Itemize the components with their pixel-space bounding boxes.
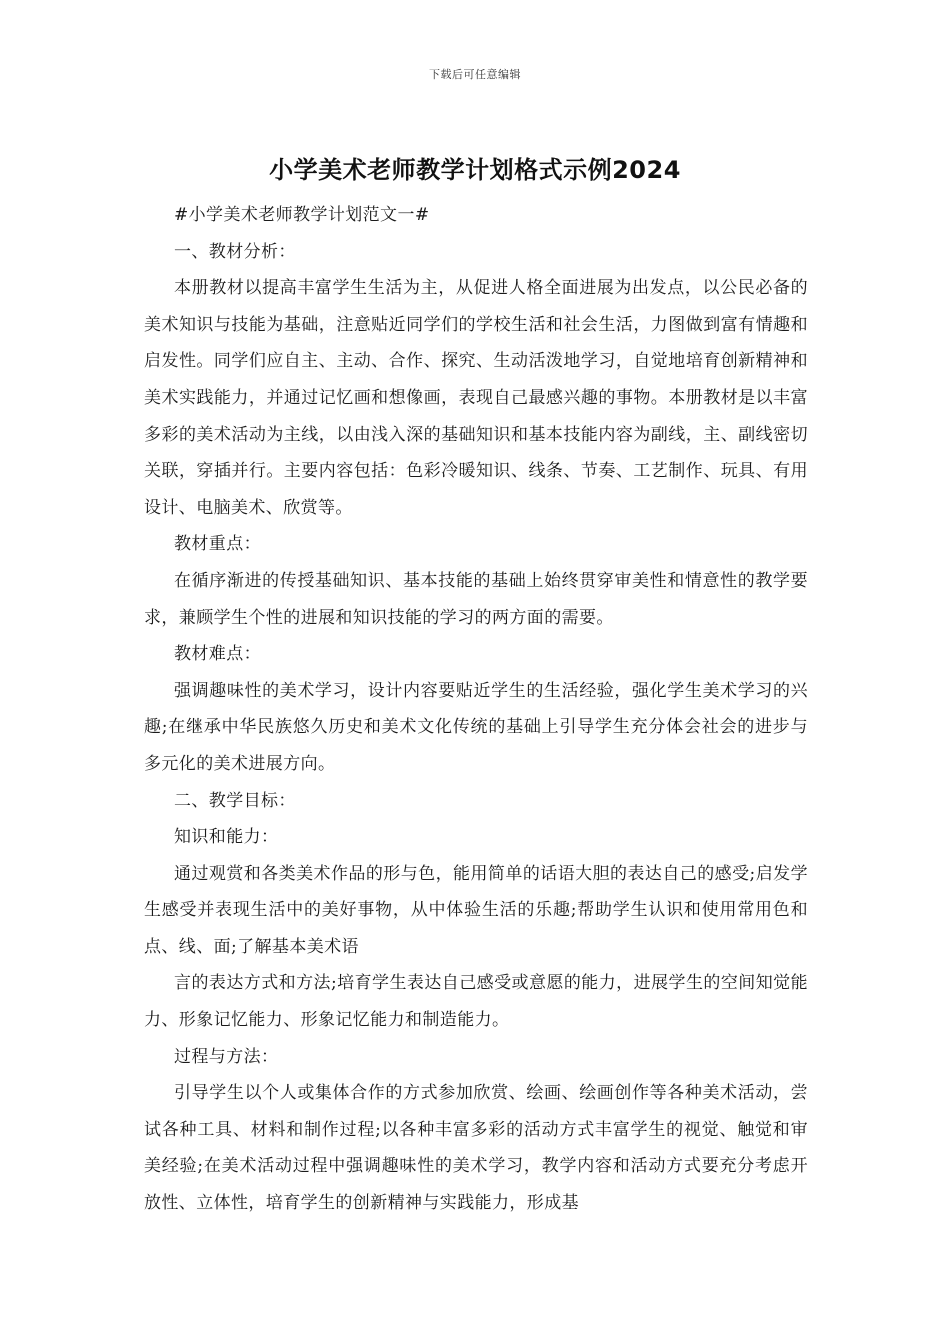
paragraph-difficulties: 强调趣味性的美术学习，设计内容要贴近学生的生活经验，强化学生美术学习的兴趣;在继承中华民族悠久历史和美术文化传统的基础上引导学生充分体会社会的进步与多元化的美术进展方向。 — [144, 680, 808, 774]
paragraph-process-method: 引导学生以个人或集体合作的方式参加欣赏、绘画、绘画创作等各种美术活动，尝试各种工具、材料和制作过程;以各种丰富多彩的活动方式丰富学生的视觉、触觉和审美经验;在美术活动过程中强调趣味性的美术学习，教学内容和活动方式要充分考虑开放性、立体性，培育学生的创新精神与实践能力，形成基 — [144, 1083, 808, 1214]
section-heading-teaching-goals: 二、教学目标： — [174, 790, 296, 811]
paragraph-knowledge-ability-2: 言的表达方式和方法;培育学生表达自己感受或意愿的能力，进展学生的空间知觉能力、形象记忆能力、形象记忆能力和制造能力。 — [144, 973, 808, 1031]
section-heading-material-analysis: 一、教材分析： — [174, 241, 296, 262]
document-body — [144, 197, 808, 1222]
header-note: 下载后可任意编辑 — [429, 68, 521, 81]
section-heading-difficulties: 教材难点： — [174, 644, 261, 665]
section-heading-process-method: 过程与方法： — [174, 1046, 279, 1067]
document-title: 小学美术老师教学计划格式示例2024 — [269, 156, 681, 184]
section-heading-knowledge-ability: 知识和能力： — [174, 827, 279, 848]
section-heading-key-points: 教材重点： — [174, 534, 261, 555]
paragraph-material-analysis: 本册教材以提高丰富学生生活为主，从促进人格全面进展为出发点，以公民必备的美术知识与技能为基础，注意贴近同学们的学校生活和社会生活，力图做到富有情趣和启发性。同学们应自主、主动、合作、探究、生动活泼地学习，自觉地培育创新精神和美术实践能力，并通过记忆画和想像画，表现自己最感兴趣的事物。本册教材是以丰富多彩的美术活动为主线，以由浅入深的基础知识和基本技能内容为副线，主、副线密切关联，穿插并行。主要内容包括：色彩冷暖知识、线条、节奏、工艺制作、玩具、有用设计、电脑美术、欣赏等。 — [144, 278, 808, 518]
paragraph-knowledge-ability-1: 通过观赏和各类美术作品的形与色，能用简单的话语大胆的表达自己的感受;启发学生感受并表现生活中的美好事物，从中体验生活的乐趣;帮助学生认识和使用常用色和点、线、面;了解基本美术语 — [144, 863, 808, 957]
paragraph-key-points: 在循序渐进的传授基础知识、基本技能的基础上始终贯穿审美性和情意性的教学要求，兼顾学生个性的进展和知识技能的学习的两方面的需要。 — [144, 570, 808, 628]
section-heading-sample-one: #小学美术老师教学计划范文一# — [174, 205, 430, 225]
